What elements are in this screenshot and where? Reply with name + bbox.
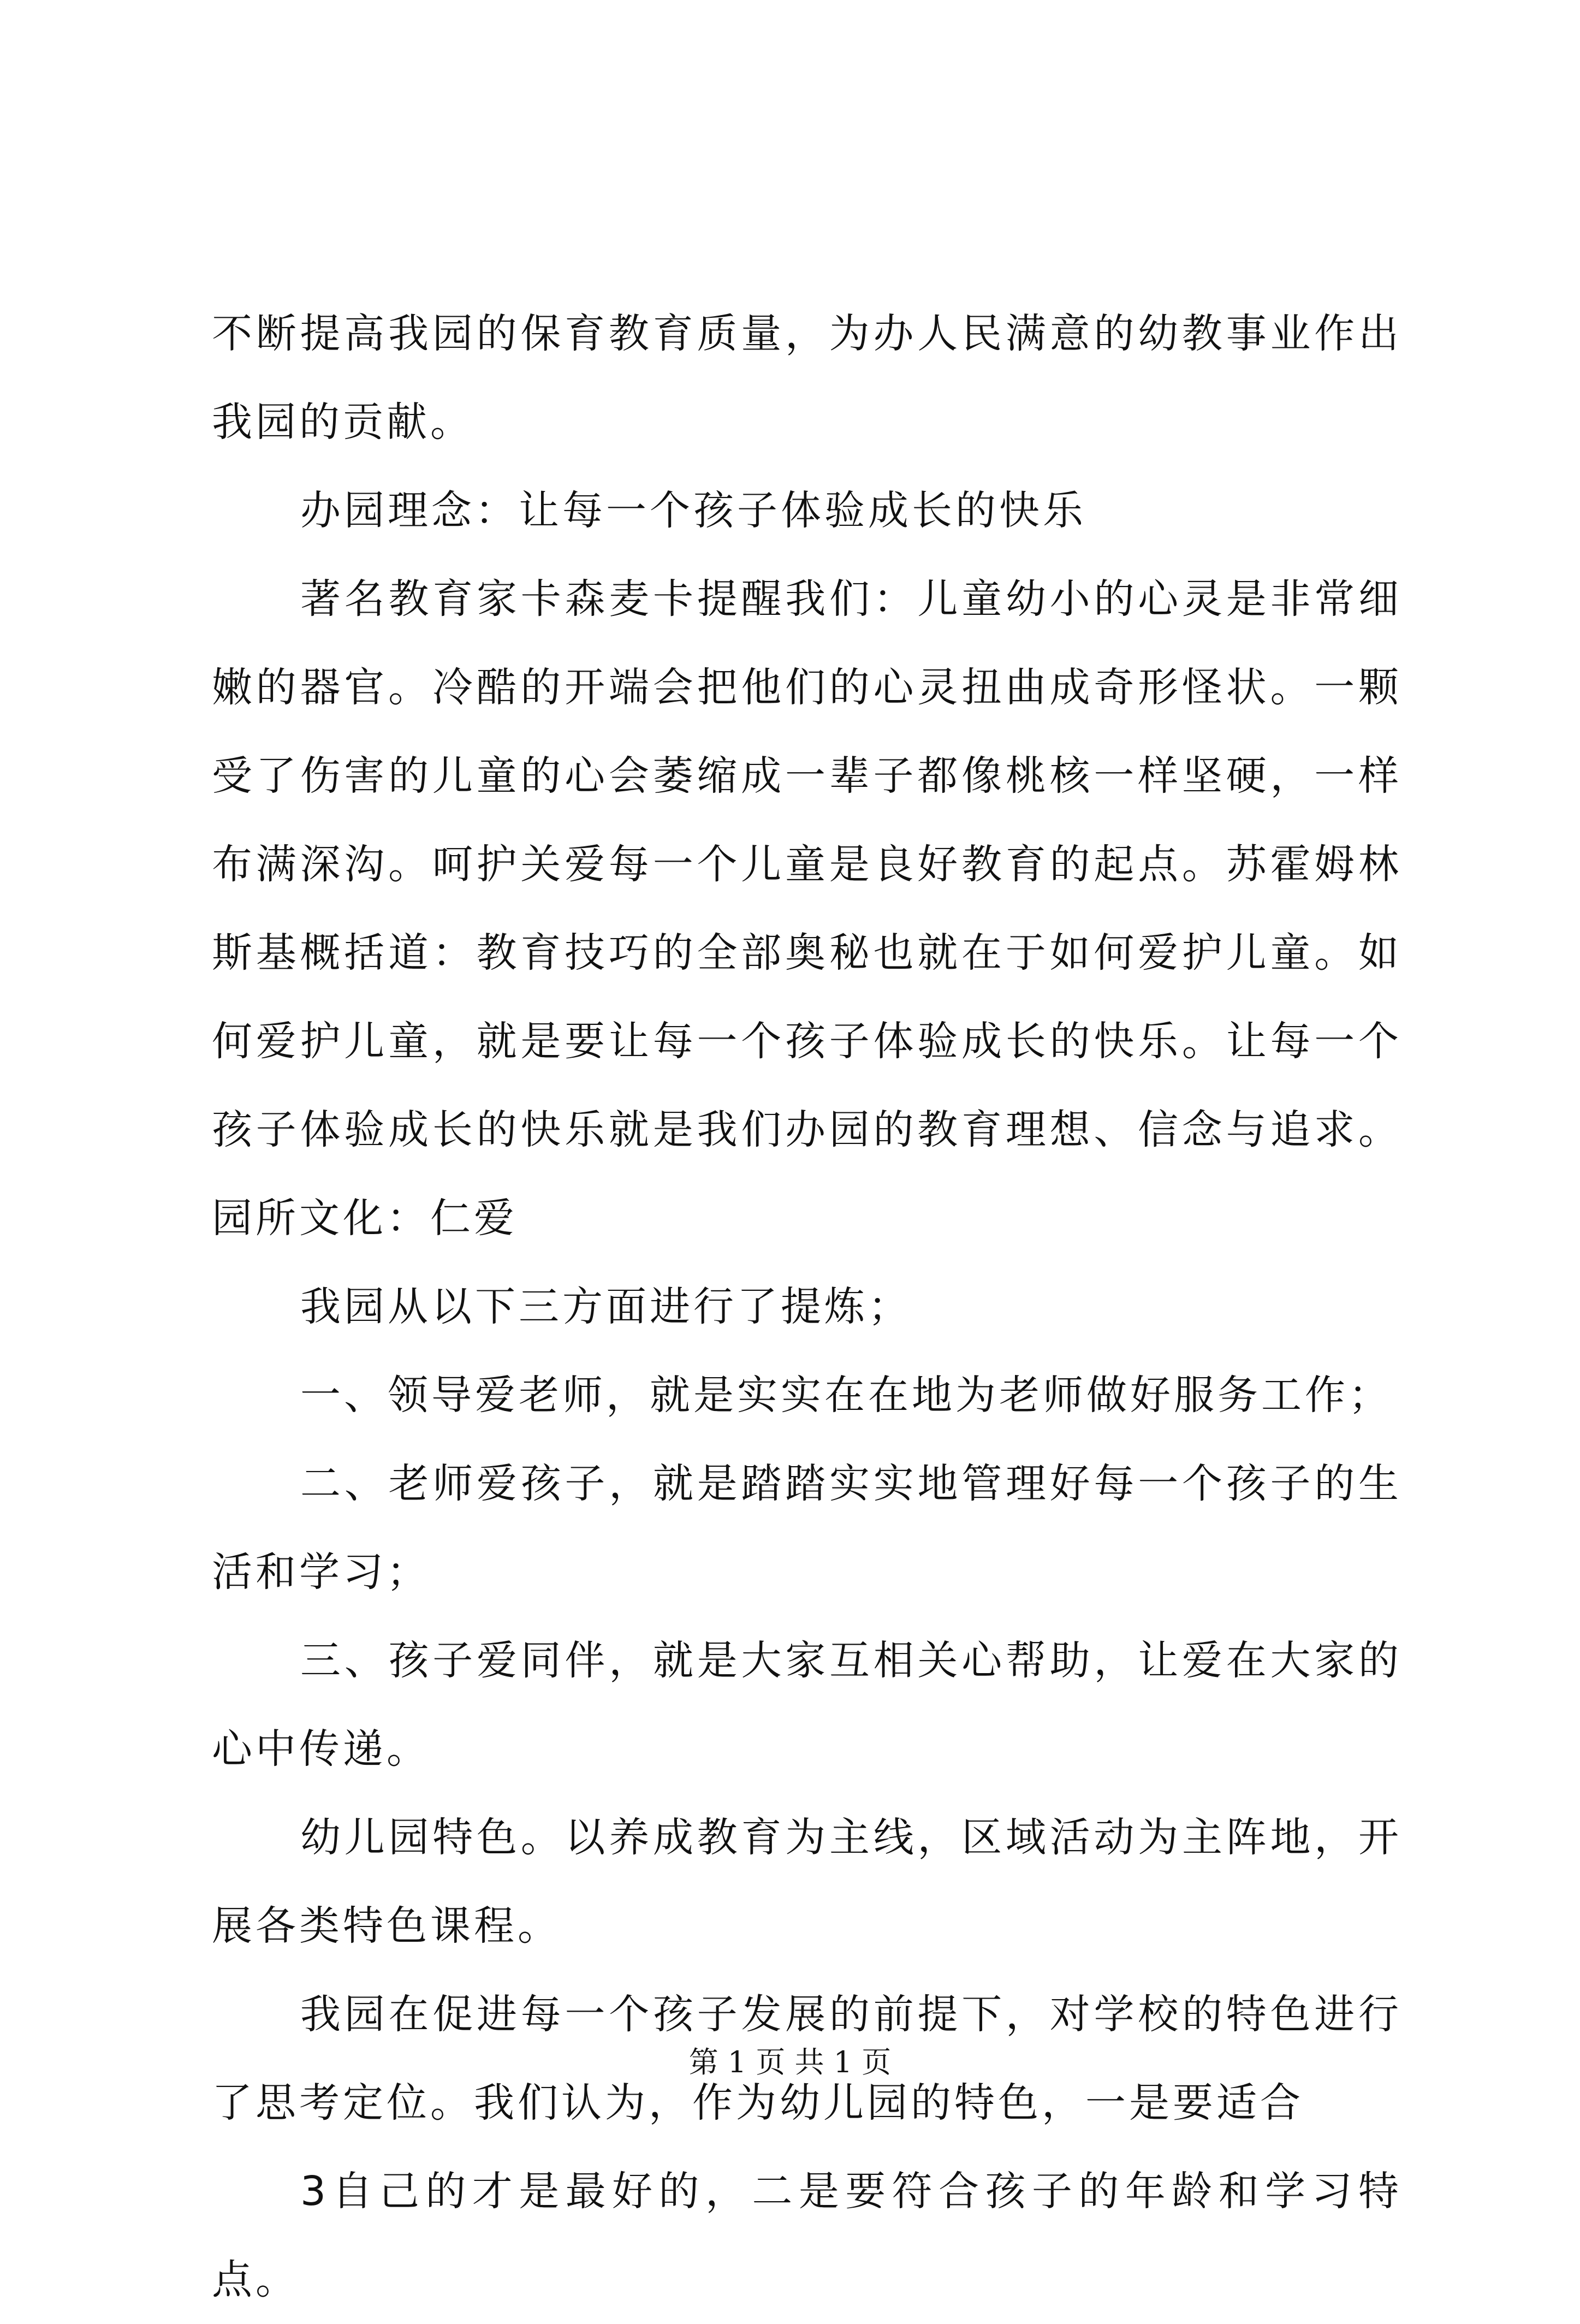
page-footer: 第 1 页 共 1 页 bbox=[688, 2045, 892, 2079]
paragraph-1: 不断提高我园的保育教育质量，为办人民满意的幼教事业作出我园的贡献。 bbox=[212, 310, 1402, 446]
paragraph-4: 我园从以下三方面进行了提炼； bbox=[300, 1283, 912, 1330]
paragraph-2: 办园理念：让每一个孩子体验成长的快乐 bbox=[300, 487, 1086, 534]
paragraph-9: 我园在促进每一个孩子发展的前提下，对学校的特色进行了思考定位。我们认为，作为幼儿园的特色，一是要适合 bbox=[212, 1991, 1402, 2126]
paragraph-10: 3自己的才是最好的，二是要符合孩子的年龄和学习特点。 bbox=[212, 2168, 1402, 2303]
paragraph-6: 二、老师爱孩子，就是踏踏实实地管理好每一个孩子的生活和学习； bbox=[212, 1460, 1402, 1596]
paragraph-5: 一、领导爱老师，就是实实在在地为老师做好服务工作； bbox=[300, 1372, 1392, 1419]
document-body bbox=[212, 289, 1402, 2324]
paragraph-3: 著名教育家卡森麦卡提醒我们：儿童幼小的心灵是非常细嫩的器官。冷酷的开端会把他们的心灵扭曲成奇形怪状。一颗受了伤害的儿童的心会萎缩成一辈子都像桃核一样坚硬，一样布满深沟。呵护关爱每一个儿童是良好教育的起点。苏霍姆林斯基概括道：教育技巧的全部奥秘也就在于如何爱护儿童。如何爱护儿童，就是要让每一个孩子体验成长的快乐。让每一个孩子体验成长的快乐就是我们办园的教育理想、信念与追求。园所文化：仁爱 bbox=[212, 576, 1402, 1242]
paragraph-7: 三、孩子爱同伴，就是大家互相关心帮助，让爱在大家的心中传递。 bbox=[212, 1637, 1402, 1772]
paragraph-8: 幼儿园特色。以养成教育为主线，区域活动为主阵地，开展各类特色课程。 bbox=[212, 1814, 1402, 1949]
